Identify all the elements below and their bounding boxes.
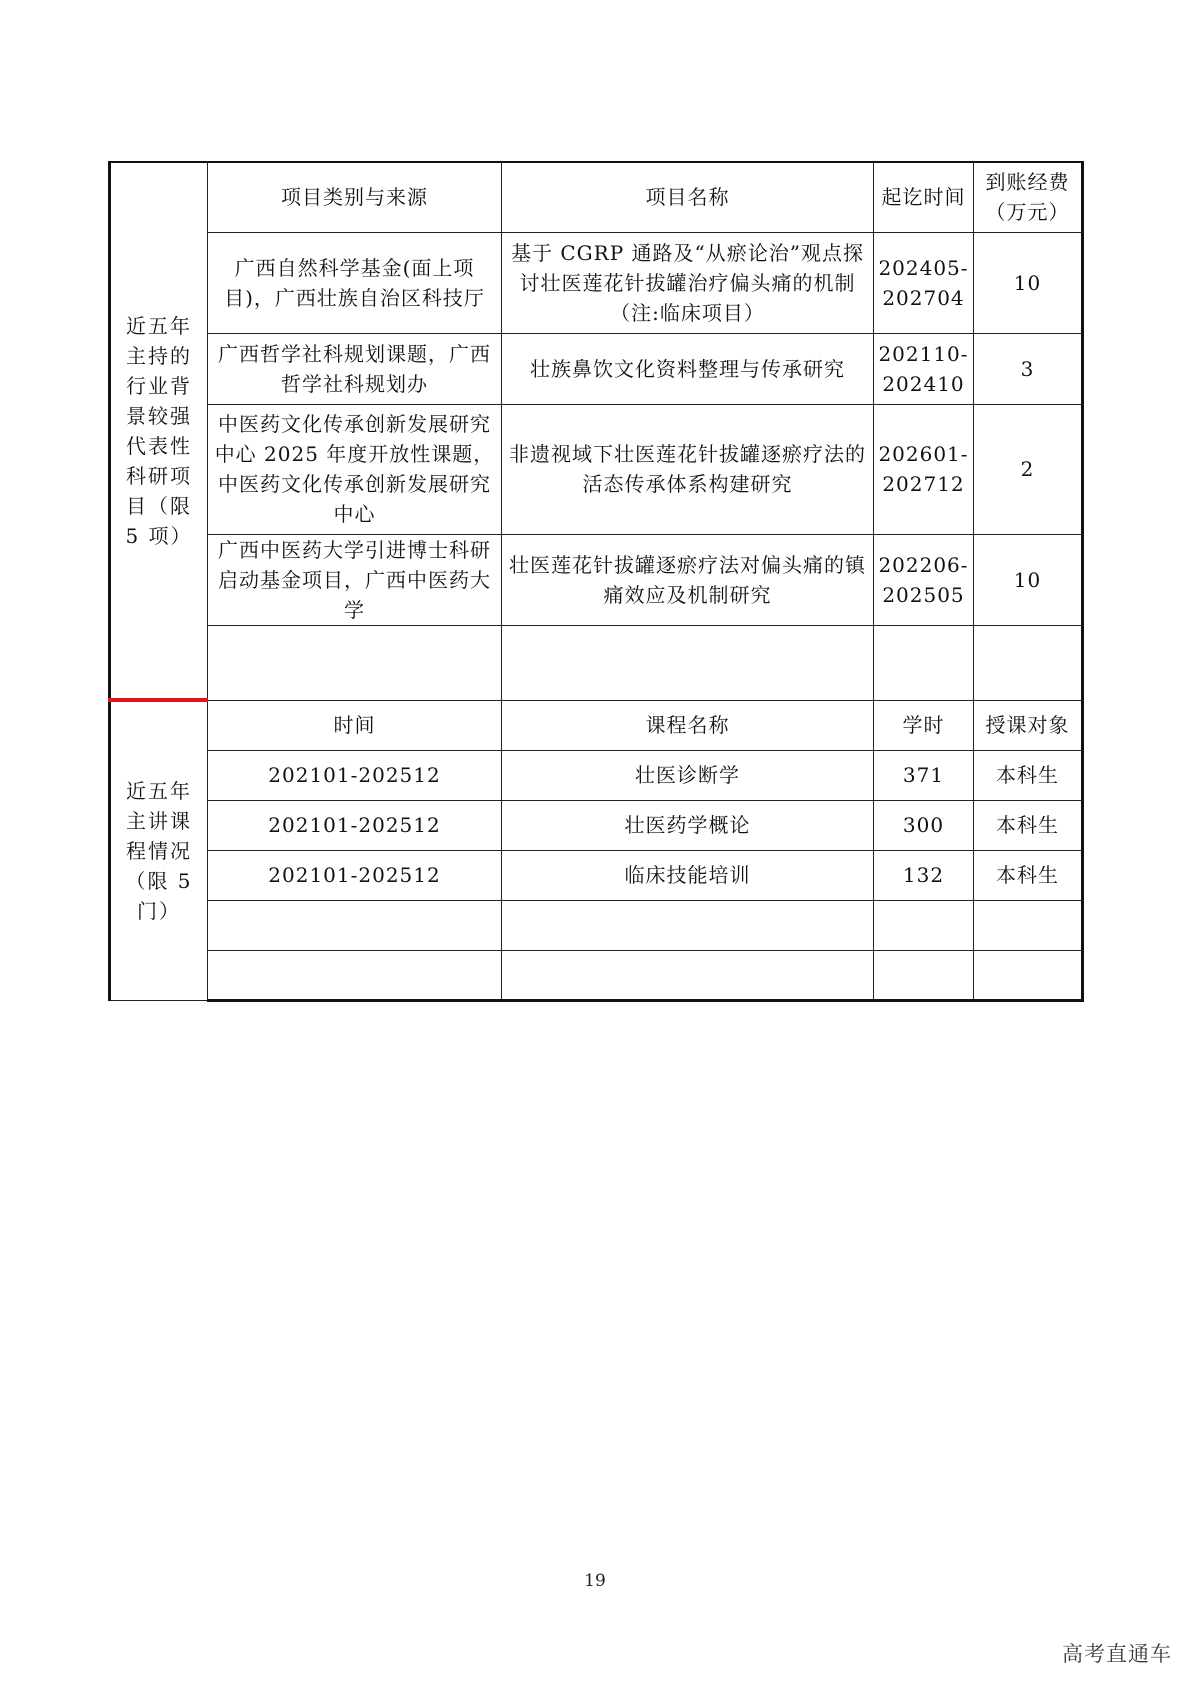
course-name: 临床技能培训 xyxy=(502,850,874,900)
course-row-empty xyxy=(110,950,1083,1000)
course-audience: 本科生 xyxy=(974,750,1083,800)
project-category: 广西自然科学基金(面上项目)，广西壮族自治区科技厅 xyxy=(208,232,502,333)
course-time: 202101-202512 xyxy=(208,750,502,800)
course-row xyxy=(110,750,1083,800)
course-time xyxy=(208,900,502,950)
project-name: 非遗视域下壮医莲花针拔罐逐瘀疗法的活态传承体系构建研究 xyxy=(502,404,874,534)
courses-header-audience: 授课对象 xyxy=(974,700,1083,750)
project-category xyxy=(208,625,502,700)
course-audience: 本科生 xyxy=(974,850,1083,900)
project-funding: 2 xyxy=(974,404,1083,534)
project-category: 广西哲学社科规划课题，广西哲学社科规划办 xyxy=(208,333,502,404)
project-period: 202405-202704 xyxy=(874,232,974,333)
project-period: 202110-202410 xyxy=(874,333,974,404)
course-time xyxy=(208,950,502,1000)
course-hours xyxy=(874,950,974,1000)
course-name: 壮医药学概论 xyxy=(502,800,874,850)
course-name xyxy=(502,900,874,950)
project-period xyxy=(874,625,974,700)
project-name: 基于 CGRP 通路及“从瘀论治”观点探讨壮医莲花针拔罐治疗偏头痛的机制（注:临床项目） xyxy=(502,232,874,333)
project-row xyxy=(110,333,1083,404)
course-time: 202101-202512 xyxy=(208,800,502,850)
courses-header-hours: 学时 xyxy=(874,700,974,750)
projects-header-name: 项目名称 xyxy=(502,162,874,232)
course-hours xyxy=(874,900,974,950)
project-category: 广西中医药大学引进博士科研启动基金项目，广西中医药大学 xyxy=(208,534,502,625)
project-period: 202601-202712 xyxy=(874,404,974,534)
courses-header-time: 时间 xyxy=(208,700,502,750)
course-audience: 本科生 xyxy=(974,800,1083,850)
project-row xyxy=(110,534,1083,625)
projects-header-funding: 到账经费（万元） xyxy=(974,162,1083,232)
page-number: 19 xyxy=(584,1571,606,1591)
course-row xyxy=(110,850,1083,900)
project-period: 202206-202505 xyxy=(874,534,974,625)
project-name: 壮族鼻饮文化资料整理与传承研究 xyxy=(502,333,874,404)
course-row-empty xyxy=(110,900,1083,950)
course-row xyxy=(110,800,1083,850)
course-hours: 132 xyxy=(874,850,974,900)
projects-section-label: 近五年主持的行业背景较强代表性科研项目（限 5 项） xyxy=(110,162,208,700)
project-row xyxy=(110,404,1083,534)
course-name xyxy=(502,950,874,1000)
project-funding xyxy=(974,625,1083,700)
projects-header-category: 项目类别与来源 xyxy=(208,162,502,232)
project-category: 中医药文化传承创新发展研究中心 2025 年度开放性课题，中医药文化传承创新发展研究中心 xyxy=(208,404,502,534)
project-funding: 10 xyxy=(974,232,1083,333)
courses-header-course: 课程名称 xyxy=(502,700,874,750)
course-audience xyxy=(974,900,1083,950)
projects-header-period: 起讫时间 xyxy=(874,162,974,232)
course-hours: 371 xyxy=(874,750,974,800)
project-funding: 10 xyxy=(974,534,1083,625)
application-form-table xyxy=(108,161,1084,1002)
course-audience xyxy=(974,950,1083,1000)
courses-header-row xyxy=(110,700,1083,750)
course-hours: 300 xyxy=(874,800,974,850)
projects-header-row xyxy=(110,162,1083,232)
course-name: 壮医诊断学 xyxy=(502,750,874,800)
project-name: 壮医莲花针拔罐逐瘀疗法对偏头痛的镇痛效应及机制研究 xyxy=(502,534,874,625)
courses-section-label: 近五年主讲课程情况（限 5 门） xyxy=(110,700,208,1000)
project-name xyxy=(502,625,874,700)
watermark-text: 高考直通车 xyxy=(1062,1642,1172,1666)
project-row-empty xyxy=(110,625,1083,700)
project-row xyxy=(110,232,1083,333)
project-funding: 3 xyxy=(974,333,1083,404)
course-time: 202101-202512 xyxy=(208,850,502,900)
